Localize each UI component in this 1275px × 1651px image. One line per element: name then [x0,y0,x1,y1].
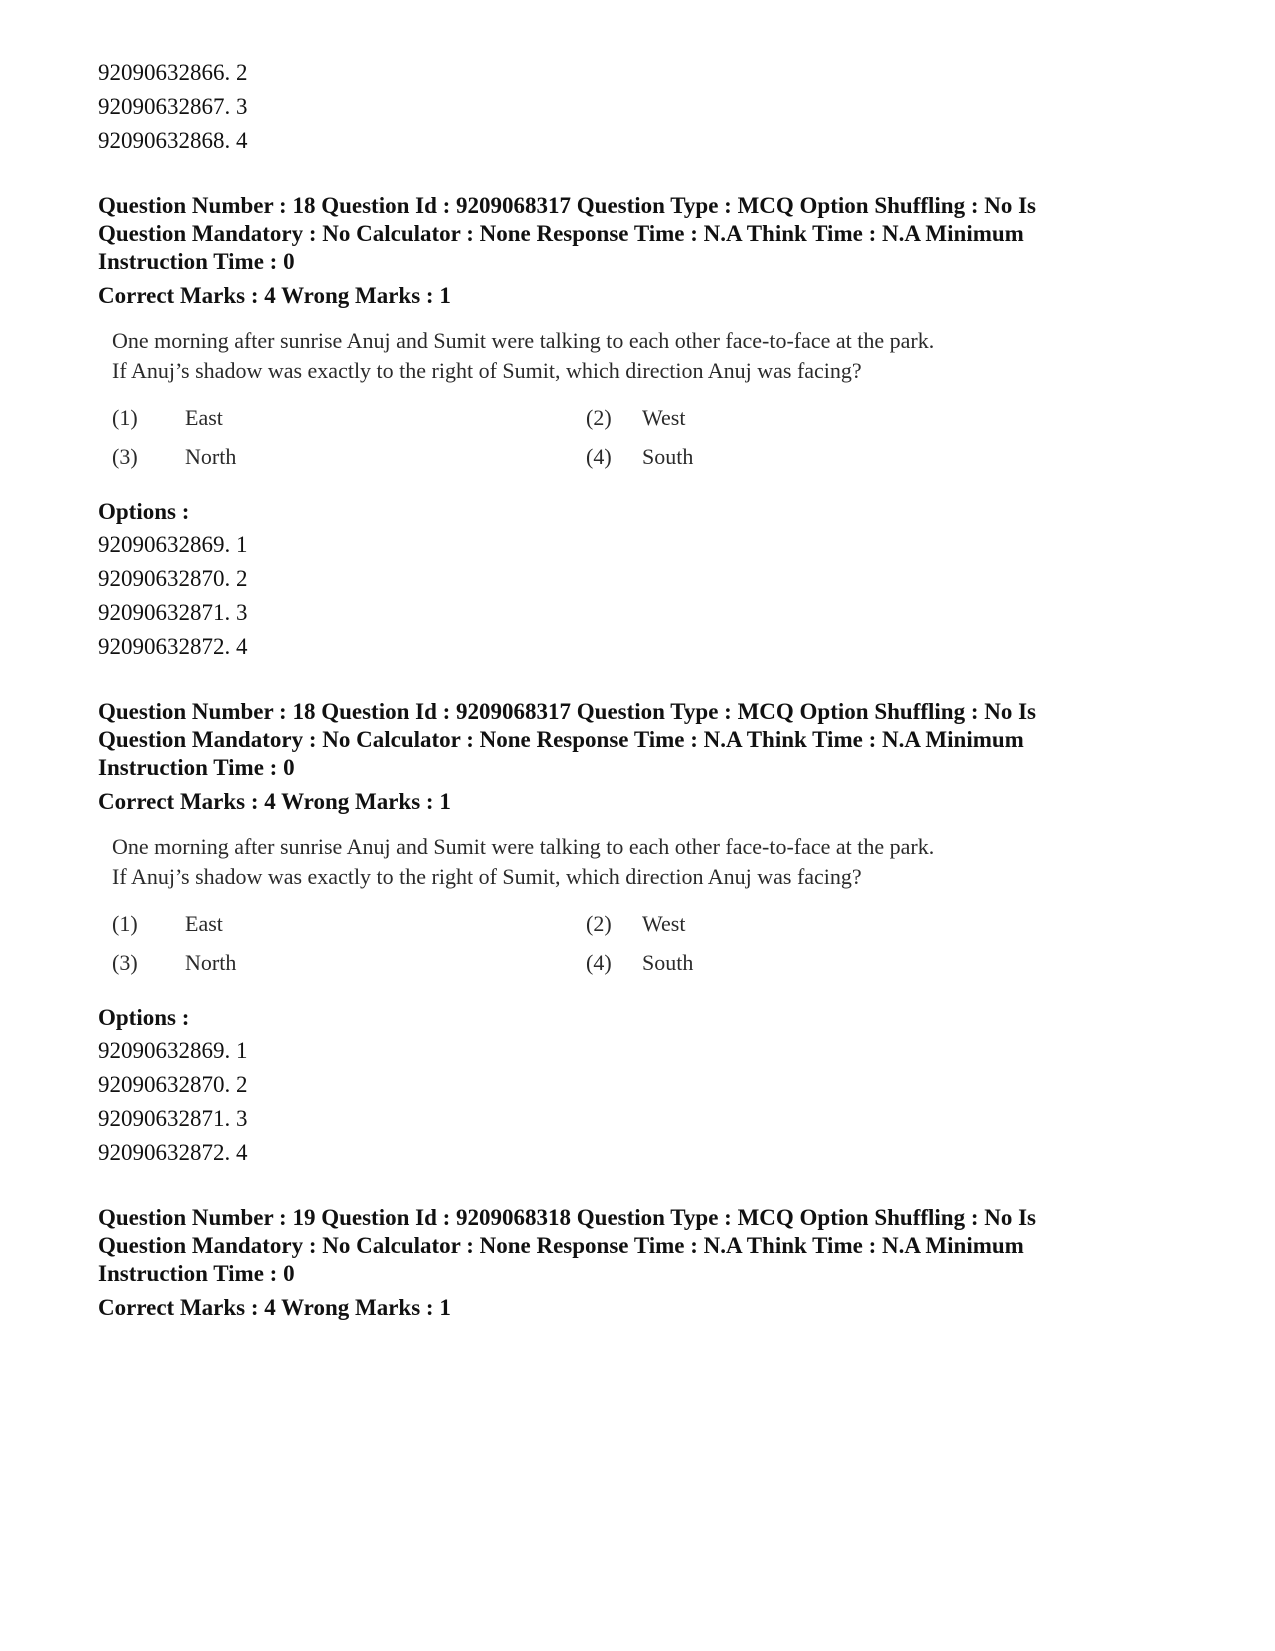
option-line: 92090632872. 4 [98,634,248,659]
choice-number: (4) [586,443,612,469]
option-line: 92090632871. 3 [98,1106,248,1131]
options-heading: Options : [98,1005,190,1030]
answer-choices [98,398,1188,476]
option-line: 92090632869. 1 [98,532,248,557]
option-line: 92090632868. 4 [98,128,248,153]
option-line: 92090632871. 3 [98,600,248,625]
question-marks: Correct Marks : 4 Wrong Marks : 1 [98,1295,451,1320]
options-list [98,528,1188,664]
options-list [98,1034,1188,1170]
choice-text: North [185,443,237,469]
option-line: 92090632869. 1 [98,1038,248,1063]
question-marks: Correct Marks : 4 Wrong Marks : 1 [98,789,451,814]
question-stem [98,832,1132,892]
question-block-2 [98,698,1188,1170]
options-heading: Options : [98,499,190,524]
choice-text: West [642,404,686,430]
choice-number: (1) [112,404,138,430]
answer-choice [112,911,586,937]
choice-text: East [185,910,223,936]
answer-choice [586,911,1060,937]
question-stem-line: If Anuj’s shadow was exactly to the right of Sumit, which direction Anuj was facing? [112,864,862,889]
choice-text: South [642,443,694,469]
option-line: 92090632870. 2 [98,566,248,591]
choice-text: North [185,949,237,975]
question-stem-line: One morning after sunrise Anuj and Sumit were talking to each other face-to-face at the park. [112,328,935,353]
answer-choice [586,405,1060,431]
choice-number: (4) [586,949,612,975]
choice-text: West [642,910,686,936]
answer-choices [98,904,1188,982]
document-page [98,56,1188,1322]
question-meta: Question Number : 18 Question Id : 9209068317 Question Type : MCQ Option Shuffling : No Is Question Mandatory : No Calculator : None Response Time : N.A Think Time : N.A Minimum Instruction Time : 0 [98,699,1037,780]
answer-choice [586,950,1060,976]
answer-choice [112,405,586,431]
previous-options-list [98,56,1188,158]
question-meta: Question Number : 18 Question Id : 9209068317 Question Type : MCQ Option Shuffling : No Is Question Mandatory : No Calculator : None Response Time : N.A Think Time : N.A Minimum Instruction Time : 0 [98,193,1037,274]
question-stem-line: If Anuj’s shadow was exactly to the right of Sumit, which direction Anuj was facing? [112,358,862,383]
option-line: 92090632870. 2 [98,1072,248,1097]
option-line: 92090632867. 3 [98,94,248,119]
question-stem [98,326,1132,386]
choice-number: (3) [112,443,138,469]
choice-text: South [642,949,694,975]
question-stem-line: One morning after sunrise Anuj and Sumit were talking to each other face-to-face at the park. [112,834,935,859]
choice-number: (2) [586,910,612,936]
choice-text: East [185,404,223,430]
option-line: 92090632872. 4 [98,1140,248,1165]
answer-choice [586,444,1060,470]
choice-number: (2) [586,404,612,430]
question-block-1 [98,192,1188,664]
option-line: 92090632866. 2 [98,60,248,85]
answer-choice [112,444,586,470]
answer-choice [112,950,586,976]
question-block-3 [98,1204,1188,1322]
choice-number: (3) [112,949,138,975]
question-marks: Correct Marks : 4 Wrong Marks : 1 [98,283,451,308]
question-meta: Question Number : 19 Question Id : 9209068318 Question Type : MCQ Option Shuffling : No Is Question Mandatory : No Calculator : None Response Time : N.A Think Time : N.A Minimum Instruction Time : 0 [98,1205,1037,1286]
choice-number: (1) [112,910,138,936]
